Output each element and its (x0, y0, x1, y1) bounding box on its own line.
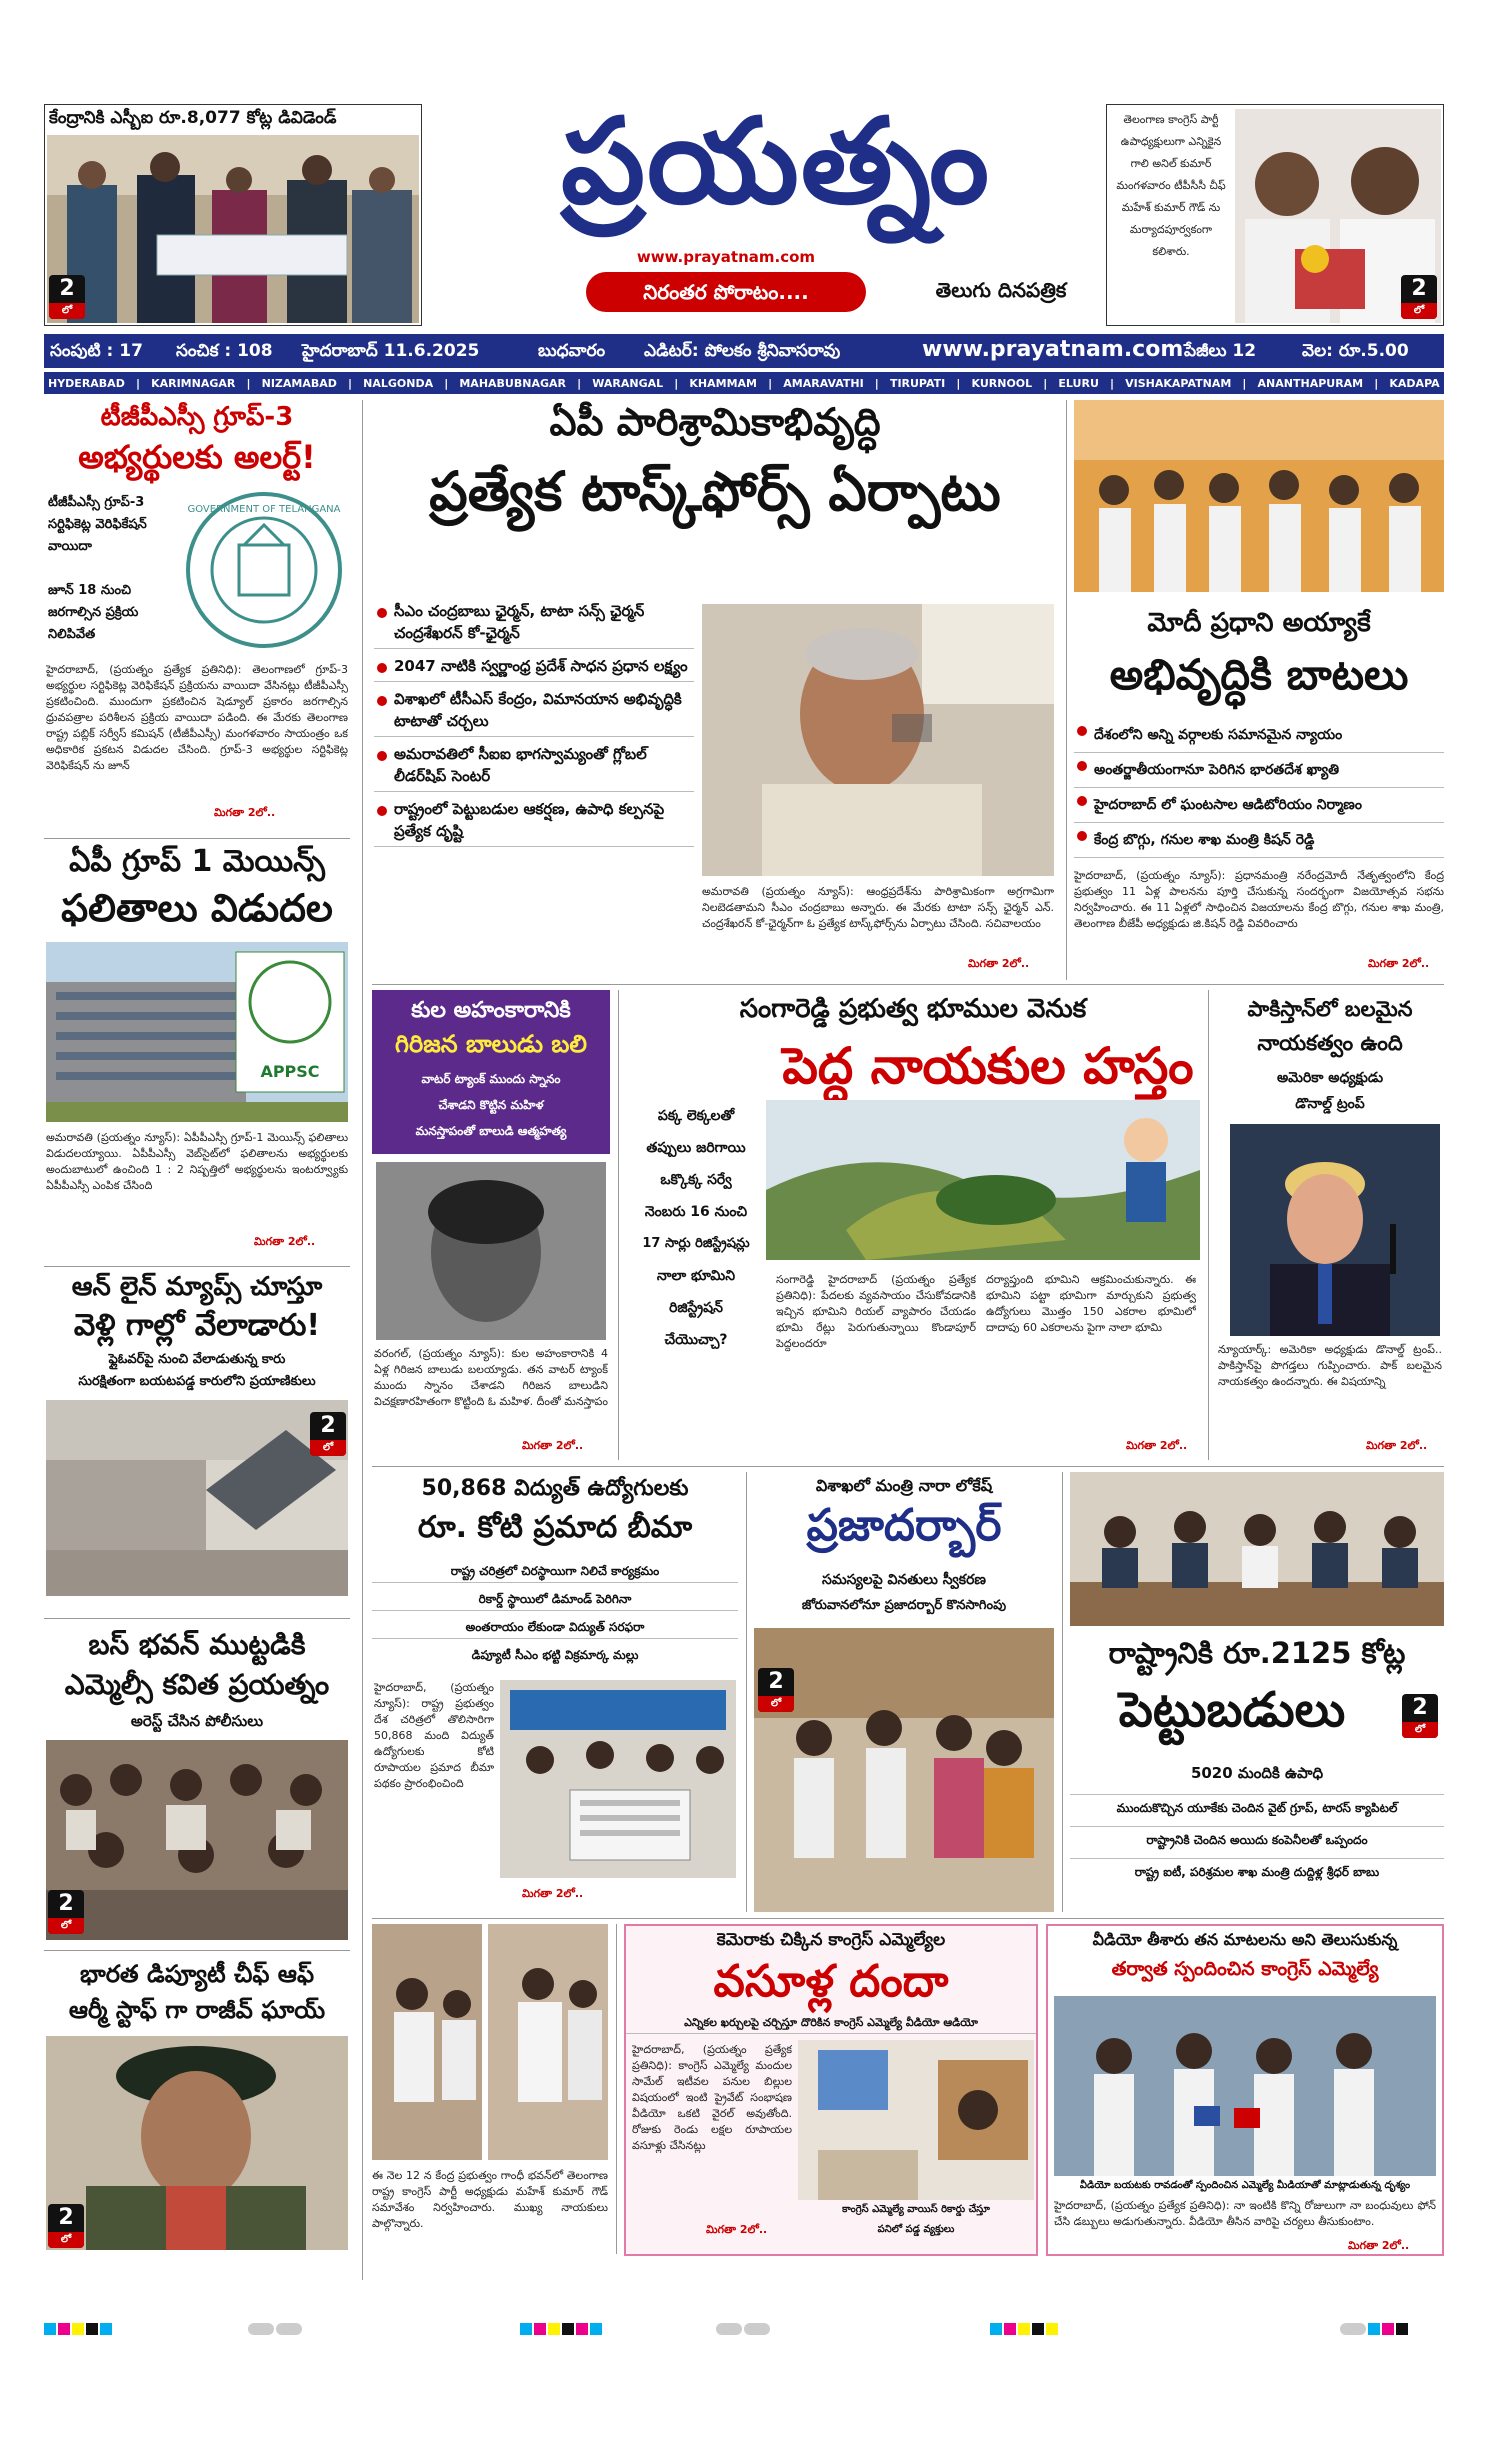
ap-bullet-list (374, 600, 694, 853)
city-divider: | (1374, 376, 1379, 390)
invest-headline-1: రాష్ట్రానికి రూ.2125 కోట్ల (1108, 1636, 1406, 1670)
maps-sub-2: సురక్షితంగా బయటపడ్డ కారులోని ప్రయాణికులు (78, 1374, 316, 1389)
right-teaser[interactable] (1106, 104, 1444, 326)
masthead (44, 104, 1444, 326)
power-deck-3: అంతరాయం లేకుండా విద్యుత్ సరఫరా (372, 1620, 738, 1639)
badge-label: లో (1402, 1722, 1438, 1738)
side-line: తప్పులు జరిగాయి (646, 1140, 746, 1156)
appsc-logo-text: APPSC (260, 1062, 320, 1081)
side-line: ఒక్కొక్క సర్వే (660, 1172, 732, 1188)
tribal-continued[interactable]: మిగతా 2లో.. (522, 1439, 584, 1452)
right-teaser-caption: తెలంగాణ కాంగ్రెస్ పార్టీ ఉపాధ్యక్షులుగా ఎన్నికైన గాలి అనిల్ కుమార్ మంగళవారం టీపీసీసీ చీఫ్ మహేశ్ కుమార్ గౌడ్ ను మర్యాదపూర్వకంగా కలిశారు. (1116, 113, 1226, 258)
modi-bullet-1: దేశంలోని అన్ని వర్గాలకు సమానమైన న్యాయం (1074, 718, 1444, 753)
invest-line-2: రాష్ట్రానికి చెందిన అయిదు కంపెనీలతో ఒప్పందం (1070, 1826, 1444, 1847)
page-2-badge[interactable] (48, 2204, 84, 2248)
response-body: హైదరాబాద్, (ప్రయత్నం ప్రత్యేక ప్రతినిధి): నా ఇంటికి కొన్ని రోజులుగా నా బంధువులు ఫోన్ చేసి డబ్బులు అడుగుతున్నారు. వీడియో తీసిన వారిపై చర్యలు తీసుకుంటాం. (1054, 2199, 1436, 2228)
city-date: హైదరాబాద్ 11.6.2025 (302, 341, 480, 361)
tgpsc-title-2: అభ్యర్థులకు అలర్ట్! (78, 438, 316, 476)
left-teaser-caption: కేంద్రానికి ఎస్బీఐ రూ.8,077 కోట్ల డివిడెండ్ (49, 108, 337, 128)
page-2-badge[interactable] (1402, 1694, 1438, 1738)
page-2-badge[interactable] (1401, 275, 1437, 319)
city-link[interactable]: TIRUPATI (889, 376, 946, 390)
tgpsc-deck-1: టీజీపీఎస్సీ గ్రూప్-3 సర్టిఫికెట్ల వెరిఫికేషన్ వాయిదా (48, 495, 147, 554)
city-link[interactable]: NIZAMABAD (261, 376, 337, 390)
city-divider: | (246, 376, 251, 390)
mla-media-photo (1054, 1996, 1436, 2176)
army-title-1: భారత డిప్యూటీ చీఫ్ ఆఫ్ (79, 1960, 315, 1988)
praja-kicker: విశాఖలో మంత్రి నారా లోకేష్ (815, 1476, 993, 1495)
kavitha-sub: అరెస్ట్ చేసిన పోలీసులు (130, 1712, 264, 1730)
modi-headline: అభివృద్ధికి బాటలు (1109, 650, 1409, 699)
army-story[interactable] (44, 1956, 350, 2256)
appsc-body: అమరావతి (ప్రయత్నం న్యూస్): ఏపీపీఎస్సీ గ్రూప్-1 మెయిన్స్ ఫలితాలు విడుదలయ్యాయి. ఏపీపీఎస్సీ వెబ్‌సైట్‌లో ఫలితాలను అభ్యర్థులకు అందుబాటులో ఉంచింది 1 : 2 నిష్పత్తిలో అభ్యర్థులను ఇంటర్వ్యూకు ఏపీపీఎస్సీ ఎంపిక చేసింది (46, 1131, 348, 1192)
trump-photo (1230, 1124, 1440, 1336)
bjp-event-photo (1074, 400, 1444, 592)
side-line: రిజిస్ట్రేషన్ (669, 1300, 723, 1316)
ap-headline: ప్రత్యేక టాస్క్‌ఫోర్స్ ఏర్పాటు (429, 460, 1001, 523)
editor: ఎడిటర్: పోలకం శ్రీనివాసరావు (644, 341, 841, 361)
city-link[interactable]: AMARAVATHI (783, 376, 864, 390)
ap-kicker: ఏపీ పారిశ్రామికాభివృద్ధి (549, 400, 881, 444)
tgpsc-title-1: టీజీపీఎస్సీ గ్రూప్-3 (100, 402, 294, 432)
modi-sub: మోదీ ప్రధాని అయ్యాకే (1147, 608, 1371, 638)
appsc-story[interactable] (44, 842, 350, 1262)
registration-strip (248, 2320, 304, 2338)
power-continued[interactable]: మిగతా 2లో.. (522, 1887, 584, 1900)
vasoolla-kicker: కెమెరాకు చిక్కిన కాంగ్రెస్ ఎమ్మెల్యేల (716, 1930, 946, 1950)
modi-bullet-4: కేంద్ర బొగ్గు, గనుల శాఖ మంత్రి కిషన్ రెడ్డి (1074, 823, 1444, 858)
seal-text: GOVERNMENT OF TELANGANA (187, 504, 341, 515)
side-line: నాలా భూమిని (656, 1268, 736, 1284)
city-divider: | (768, 376, 773, 390)
gandhi-bhavan-photo-2 (488, 1924, 608, 2160)
vasoolla-body: హైదరాబాద్, (ప్రయత్నం ప్రత్యేక ప్రతినిధి): కాంగ్రెస్ ఎమ్మెల్యే మందుల సామేల్ ఇటీవల పనుల బిల్లుల విషయంలో ఇంటి ప్రైవేట్ సంభాషణ వీడియో ఒకటి వైరల్ అవుతోంది. రోజుకు రెండు లక్షల రూపాయల వసూళ్లు చేసినట్లు (632, 2043, 792, 2152)
sangareddy-kicker: సంగారెడ్డి ప్రభుత్వ భూముల వెనుక (739, 994, 1087, 1024)
vasoolla-caption-2: పనిలో పడ్డ వ్యక్తులు (877, 2224, 955, 2235)
tribal-deck-3: మనస్తాపంతో బాలుడి ఆత్మహత్య (415, 1124, 567, 1138)
city-link[interactable]: WARANGAL (592, 376, 664, 390)
badge-number: 2 (1412, 1695, 1428, 1720)
badge-label: లో (48, 1918, 84, 1934)
sangareddy-sidebar (626, 1100, 766, 1356)
city-link[interactable]: KHAMMAM (689, 376, 757, 390)
masthead-website[interactable]: www.prayatnam.com (636, 248, 816, 266)
appsc-title-2: ఫలితాలు విడుదల (61, 886, 333, 930)
telangana-seal (184, 490, 344, 650)
city-divider: | (874, 376, 879, 390)
city-divider: | (956, 376, 961, 390)
chandrababu-photo (702, 604, 1054, 876)
page-2-badge[interactable] (48, 1890, 84, 1934)
investments-story[interactable] (1070, 1472, 1444, 1912)
appsc-building-photo (46, 942, 348, 1122)
tribal-boy-photo (376, 1162, 606, 1340)
side-line: చేయొచ్చా? (664, 1332, 728, 1348)
power-insurance-story[interactable] (372, 1472, 738, 1912)
tribal-headline: గిరిజన బాలుడు బలి (394, 1030, 588, 1058)
pages: పేజీలు 12 (1184, 341, 1257, 361)
sangareddy-body-1: సంగారెడ్డి హైదరాబాద్ (ప్రయత్నం ప్రత్యేక ప్రతినిధి): పేదలకు వ్యవసాయం చేసుకోవడానికి ఇచ్చిన భూమిని రియల్ వ్యాపారం చేయడం భూమి రేట్లు పెరుగుతున్నాయి కొండాపూర్ పెద్దలందరూ (776, 1273, 976, 1350)
modi-continued[interactable]: మిగతా 2లో.. (1368, 957, 1430, 970)
logo-block (436, 104, 1116, 326)
registration-strip (990, 2320, 1060, 2338)
hanging-car-photo (46, 1400, 348, 1596)
vasoolla-headline: వసూళ్ల దందా (713, 1956, 949, 2007)
city-link[interactable]: ELURU (1058, 376, 1099, 390)
trump-story[interactable] (1216, 990, 1444, 1460)
rajiv-ghai-photo (46, 2036, 348, 2250)
bhatti-event-photo (500, 1680, 736, 1878)
maps-sub-1: ఫ్లైఓవర్‌పై నుంచి వేలాడుతున్న కారు (108, 1352, 286, 1367)
modi-bullet-3: హైదరాబాద్ లో ఘంటసాల ఆడిటోరియం నిర్మాణం (1074, 788, 1444, 823)
trump-continued[interactable]: మిగతా 2లో.. (1366, 1439, 1428, 1452)
power-body: హైదరాబాద్, (ప్రయత్నం న్యూస్): రాష్ట్ర ప్రభుత్వం దేశ చరిత్రలో తొలిసారిగా 50,868 మంది విద్యుత్ ఉద్యోగులకు కోటి రూపాయల ప్రమాద బీమా పథకం ప్రారంభించింది (374, 1681, 494, 1790)
invest-headline-2: పెట్టుబడులు (1118, 1682, 1346, 1738)
tribal-kicker: కుల అహంకారానికి (411, 998, 571, 1023)
city-link[interactable]: KARIMNAGAR (151, 376, 236, 390)
city-link[interactable]: VISHAKAPATNAM (1125, 376, 1232, 390)
appsc-continued[interactable]: మిగతా 2లో.. (254, 1235, 316, 1248)
ap-continued[interactable]: మిగతా 2లో.. (968, 957, 1030, 970)
power-deck-4: డిప్యూటీ సీఎం భట్టి విక్రమార్క మల్లు (471, 1648, 639, 1662)
side-line: పక్క లెక్కలతో (657, 1108, 735, 1124)
ap-body: అమరావతి (ప్రయత్నం న్యూస్): ఆంధ్రప్రదేశ్‌ను పారిశ్రామికంగా అగ్రగామిగా నిలబెడతామని సీఎం చంద్రబాబు అన్నారు. ఈ మేరకు టాటా సన్స్ ఛైర్మన్ ఎన్. చంద్రశేఖరన్ కో-ఛైర్మన్‌గా ఓ ప్రత్యేక టాస్క్‌ఫోర్స్‌ను ఏర్పాటు చేసింది. సచివాలయం (702, 885, 1054, 930)
badge-number: 2 (320, 1413, 336, 1438)
badge-label: లో (49, 303, 85, 319)
city-link[interactable]: KADAPA (1389, 376, 1440, 390)
page-2-badge[interactable] (310, 1412, 346, 1456)
weekday: బుధవారం (538, 341, 606, 361)
city-divider: | (1242, 376, 1247, 390)
city-link[interactable]: ANANTHAPURAM (1257, 376, 1364, 390)
sbi-cheque-photo (47, 135, 419, 323)
ap-bullet-3: విశాఖలో టీసీఎస్ కేంద్రం, విమానయాన అభివృద్ధికి టాటాతో చర్చలు (374, 688, 694, 737)
vasoolla-story[interactable] (624, 1924, 1038, 2256)
badge-label: లో (758, 1696, 794, 1712)
appsc-title-1: ఏపీ గ్రూప్ 1 మెయిన్స్ (69, 844, 325, 879)
sangareddy-continued[interactable]: మిగతా 2లో.. (1126, 1439, 1188, 1452)
vasoolla-caption-1: కాంగ్రెస్ ఎమ్మెల్యే వాయిస్ రికార్డు చేస్తూ (842, 2204, 990, 2215)
maps-story[interactable] (44, 1270, 350, 1610)
issue: సంచిక : 108 (176, 341, 273, 361)
power-sub: 50,868 విద్యుత్ ఉద్యోగులకు (421, 1476, 689, 1501)
volume: సంపుటి : 17 (50, 341, 143, 361)
badge-number: 2 (768, 1669, 784, 1694)
sangareddy-body-2: దర్యాప్తుంది భూమిని ఆక్రమించుకున్నారు. ఈ భూమిని పట్టా భూమిగా మార్చుకుని ప్రభుత్వ ఉద్యోగులు మొత్తం 150 ఎకరాల భూమిలో దాదాపు 60 ఎకరాలను పైగా నాలా భూమి (986, 1273, 1196, 1334)
paper-logo[interactable]: ప్రయత్నం (561, 104, 991, 230)
response-headline-2: తర్వాత స్పందించిన కాంగ్రెస్ ఎమ్మెల్యే (1111, 1958, 1379, 1980)
maps-title-1: ఆన్ లైన్ మ్యాప్స్ చూస్తూ (71, 1272, 323, 1302)
left-teaser[interactable] (44, 104, 422, 326)
praja-deck-2: జోరువానలోనూ ప్రజాదర్బార్ కొనసాగింపు (801, 1598, 1007, 1613)
registration-strip (716, 2320, 772, 2338)
modi-body: హైదరాబాద్, (ప్రయత్నం న్యూస్): ప్రధానమంత్రి నరేంద్రమోదీ నేతృత్వంలోని కేంద్ర ప్రభుత్వం 11 ఏళ్ల పాలనను పూర్తి చేసుకున్న సందర్భంగా విజయోత్సవ సభను నిర్వహించారు. ఈ 11 ఏళ్లలో సాధించిన విజయాలను కేంద్ర బొగ్గు, గనుల శాఖ మంత్రి, తెలంగాణ బీజేపీ అధ్యక్షుడు జి.కిషన్ రెడ్డి వివరించారు (1074, 869, 1444, 930)
side-line: నెంబరు 16 నుంచి (644, 1204, 748, 1220)
praja-headline: ప్రజాదర్బార్ (806, 1500, 1002, 1551)
modi-bullet-2: అంతర్జాతీయంగానూ పెరిగిన భారతదేశ ఖ్యాతి (1074, 753, 1444, 788)
city-divider: | (674, 376, 679, 390)
cities-bar (44, 372, 1444, 394)
price: వెల: రూ.5.00 (1302, 341, 1409, 361)
city-divider: | (444, 376, 449, 390)
tribal-deck-2: చేశాడని కొట్టిన మహిళ (438, 1098, 544, 1112)
trump-body: న్యూయార్క్: అమెరికా అధ్యక్షుడు డొనాల్డ్ ట్రంప్.. పాకిస్తాన్‌పై పొగడ్తలు గుప్పించారు. పాక్ బలమైన నాయకత్వం ఉందన్నారు. ఈ విషయాన్ని (1218, 1343, 1442, 1388)
mla-response-story[interactable] (1046, 1924, 1444, 2256)
army-title-2: ఆర్మీ స్టాఫ్ గా రాజీవ్ ఘాయ్ (68, 1996, 326, 2024)
power-headline: రూ. కోటి ప్రమాద బీమా (417, 1510, 693, 1545)
badge-label: లో (48, 2232, 84, 2248)
badge-number: 2 (1411, 276, 1427, 301)
tgpsc-deck-2: జూన్ 18 నుంచి జరగాల్సిన ప్రక్రియ నిలిపివేత (48, 583, 139, 642)
ap-lead-story[interactable] (372, 400, 1058, 978)
city-divider: | (1043, 376, 1048, 390)
badge-number: 2 (58, 2205, 74, 2230)
sangareddy-headline: పెద్ద నాయకుల హస్తం (782, 1037, 1194, 1095)
tagline: నిరంతర పోరాటం.... (586, 272, 866, 312)
gandhi-bhavan-story[interactable] (372, 1924, 608, 2254)
invest-line-1: ముందుకొచ్చిన యూకేకు చెందిన వైట్ గ్రూప్, టారస్ క్యాపిటల్ (1070, 1794, 1444, 1815)
badge-label: లో (1401, 303, 1437, 319)
city-divider: | (577, 376, 582, 390)
registration-strip (44, 2320, 114, 2338)
city-link[interactable]: HYDERABAD (48, 376, 125, 390)
lokesh-darbar-photo (754, 1628, 1054, 1912)
city-link[interactable]: NALGONDA (363, 376, 434, 390)
city-link[interactable]: KURNOOL (971, 376, 1033, 390)
trump-sub-2: డొనాల్డ్ ట్రంప్ (1295, 1096, 1365, 1112)
page-2-badge[interactable] (758, 1668, 794, 1712)
side-line: 17 సార్లు రిజిస్ట్రేషన్లు (642, 1236, 750, 1251)
response-continued[interactable]: మిగతా 2లో.. (1348, 2239, 1410, 2252)
tgpsc-continued[interactable]: మిగతా 2లో.. (214, 806, 276, 819)
mla-video-still (798, 2040, 1034, 2200)
modi-bullets (1074, 718, 1444, 858)
badge-number: 2 (59, 276, 75, 301)
sangareddy-land-illustration (766, 1100, 1200, 1260)
sridhar-babu-meeting-photo (1070, 1472, 1444, 1626)
tgpsc-story[interactable] (44, 400, 350, 830)
ap-bullet-2: 2047 నాటికి స్వర్ణాంధ్ర ప్రదేశ్ సాధన ప్రధాన లక్ష్యం (374, 655, 694, 682)
kavitha-title-2: ఎమ్మెల్సీ కవిత ప్రయత్నం (64, 1668, 330, 1701)
invest-jobs: 5020 మందికి ఉపాధి (1190, 1764, 1324, 1782)
response-caption: వీడియో బయటకు రావడంతో స్పందించిన ఎమ్మెల్యే మీడియాతో మాట్లాడుతున్న దృశ్యం (1079, 2180, 1411, 2191)
tribal-story[interactable] (372, 990, 610, 1460)
city-divider: | (135, 376, 140, 390)
ap-bullet-4: అమరావతిలో సీఐఐ భాగస్వామ్యంతో గ్లోబల్ లీడర్‌షిప్ సెంటర్ (374, 743, 694, 792)
power-deck-2: రికార్డ్ స్థాయిలో డిమాండ్ పెరిగినా (372, 1592, 738, 1611)
infobar-website[interactable]: www.prayatnam.com (922, 337, 1184, 362)
info-bar (44, 334, 1444, 368)
tribal-deck-1: వాటర్ ట్యాంక్ ముందు స్నానం (421, 1072, 561, 1086)
kavitha-arrest-photo (46, 1740, 348, 1940)
gandhi-bhavan-photo-1 (372, 1924, 482, 2160)
city-divider: | (348, 376, 353, 390)
page-2-badge[interactable] (49, 275, 85, 319)
paper-type: తెలుగు దినపత్రిక (935, 278, 1067, 302)
vasoolla-sub: ఎన్నికల ఖర్చులపై చర్చిస్తూ దొరికిన కాంగ్రెస్ ఎమ్మెల్యే వీడియో ఆడియో (626, 2016, 1036, 2034)
response-headline-1: వీడియో తీశారు తన మాటలను అని తెలుసుకున్న (1092, 1930, 1398, 1949)
ap-bullet-1: సీఎం చంద్రబాబు ఛైర్మన్, టాటా సన్స్ ఛైర్మన్ చంద్రశేఖరన్ కో-ఛైర్మన్ (374, 600, 694, 649)
trump-headline: పాకిస్తాన్‌లో బలమైన నాయకత్వం ఉంది (1247, 997, 1413, 1055)
vasoolla-continued[interactable]: మిగతా 2లో.. (706, 2223, 768, 2236)
invest-line-3: రాష్ట్ర ఐటీ, పరిశ్రమల శాఖ మంత్రి దుద్దిళ్ల శ్రీధర్ బాబు (1070, 1858, 1444, 1879)
registration-strip (520, 2320, 604, 2338)
badge-number: 2 (58, 1891, 74, 1916)
registration-strip (1340, 2320, 1410, 2338)
praja-deck-1: సమస్యలపై వినతులు స్వీకరణ (822, 1572, 986, 1588)
sangareddy-story[interactable] (626, 990, 1200, 1460)
kavitha-story[interactable] (44, 1624, 350, 1944)
tgpsc-body: హైదరాబాద్, (ప్రయత్నం ప్రత్యేక ప్రతినిధి): తెలంగాణలో గ్రూప్-3 అభ్యర్థుల సర్టిఫికెట్ల వెరిఫికేషన్ ప్రక్రియను వాయిదా వేసినట్లు టీజీపీఎస్సీ ప్రకటించింది. ముందుగా ప్రకటించిన షెడ్యూల్ ప్రకారం జరగాల్సిన ధ్రువపత్రాల పరిశీలన ప్రక్రియ వాయిదా పడింది. ఈ మేరకు తెలంగాణ రాష్ట్ర పబ్లిక్ సర్వీస్ కమిషన్ (టీజీపీఎస్సీ) మంగళవారం సాయంత్రం ఒక అధికారిక ప్రకటన విడుదల చేసింది. గ్రూప్-3 అభ్యర్థుల సర్టిఫికెట్ల వెరిఫికేషన్ ను జూన్ (46, 663, 348, 772)
kavitha-title-1: బస్ భవన్ ముట్టడికి (88, 1628, 306, 1661)
praja-darbar-story[interactable] (754, 1472, 1054, 1912)
city-divider: | (1109, 376, 1115, 390)
maps-title-2: వెళ్లి గాల్లో వేలాడారు! (73, 1308, 321, 1343)
trump-sub-1: అమెరికా అధ్యక్షుడు (1276, 1070, 1384, 1086)
ap-bullet-5: రాష్ట్రంలో పెట్టుబడుల ఆకర్షణ, ఉపాధి కల్పనపై ప్రత్యేక దృష్టి (374, 798, 694, 847)
gandhi-bhavan-body: ఈ నెల 12 న కేంద్ర ప్రభుత్వం గాంధీ భవన్‌లో తెలంగాణ రాష్ట్ర కాంగ్రెస్ పార్టీ అధ్యక్షుడు మహేశ్ కుమార్ గౌడ్ సమావేశం నిర్వహించారు. ముఖ్య నాయకులు పాల్గొన్నారు. (372, 2169, 608, 2230)
tribal-body: వరంగల్, (ప్రయత్నం న్యూస్): కుల అహంకారానికి 4 ఏళ్ల గిరిజన బాలుడు బలయ్యాడు. తన వాటర్ ట్యాంక్ ముందు స్నానం చేశాడని గిరిజన బాలుడిని విచక్షణారహితంగా కొట్టింది ఓ మహిళ. దీంతో మనస్తాపం (374, 1347, 608, 1408)
power-deck-1: రాష్ట్ర చరిత్రలో చిరస్థాయిగా నిలిచే కార్యక్రమం (372, 1564, 738, 1583)
badge-label: లో (310, 1440, 346, 1456)
modi-story[interactable] (1074, 400, 1444, 978)
city-link[interactable]: MAHABUBNAGAR (459, 376, 566, 390)
